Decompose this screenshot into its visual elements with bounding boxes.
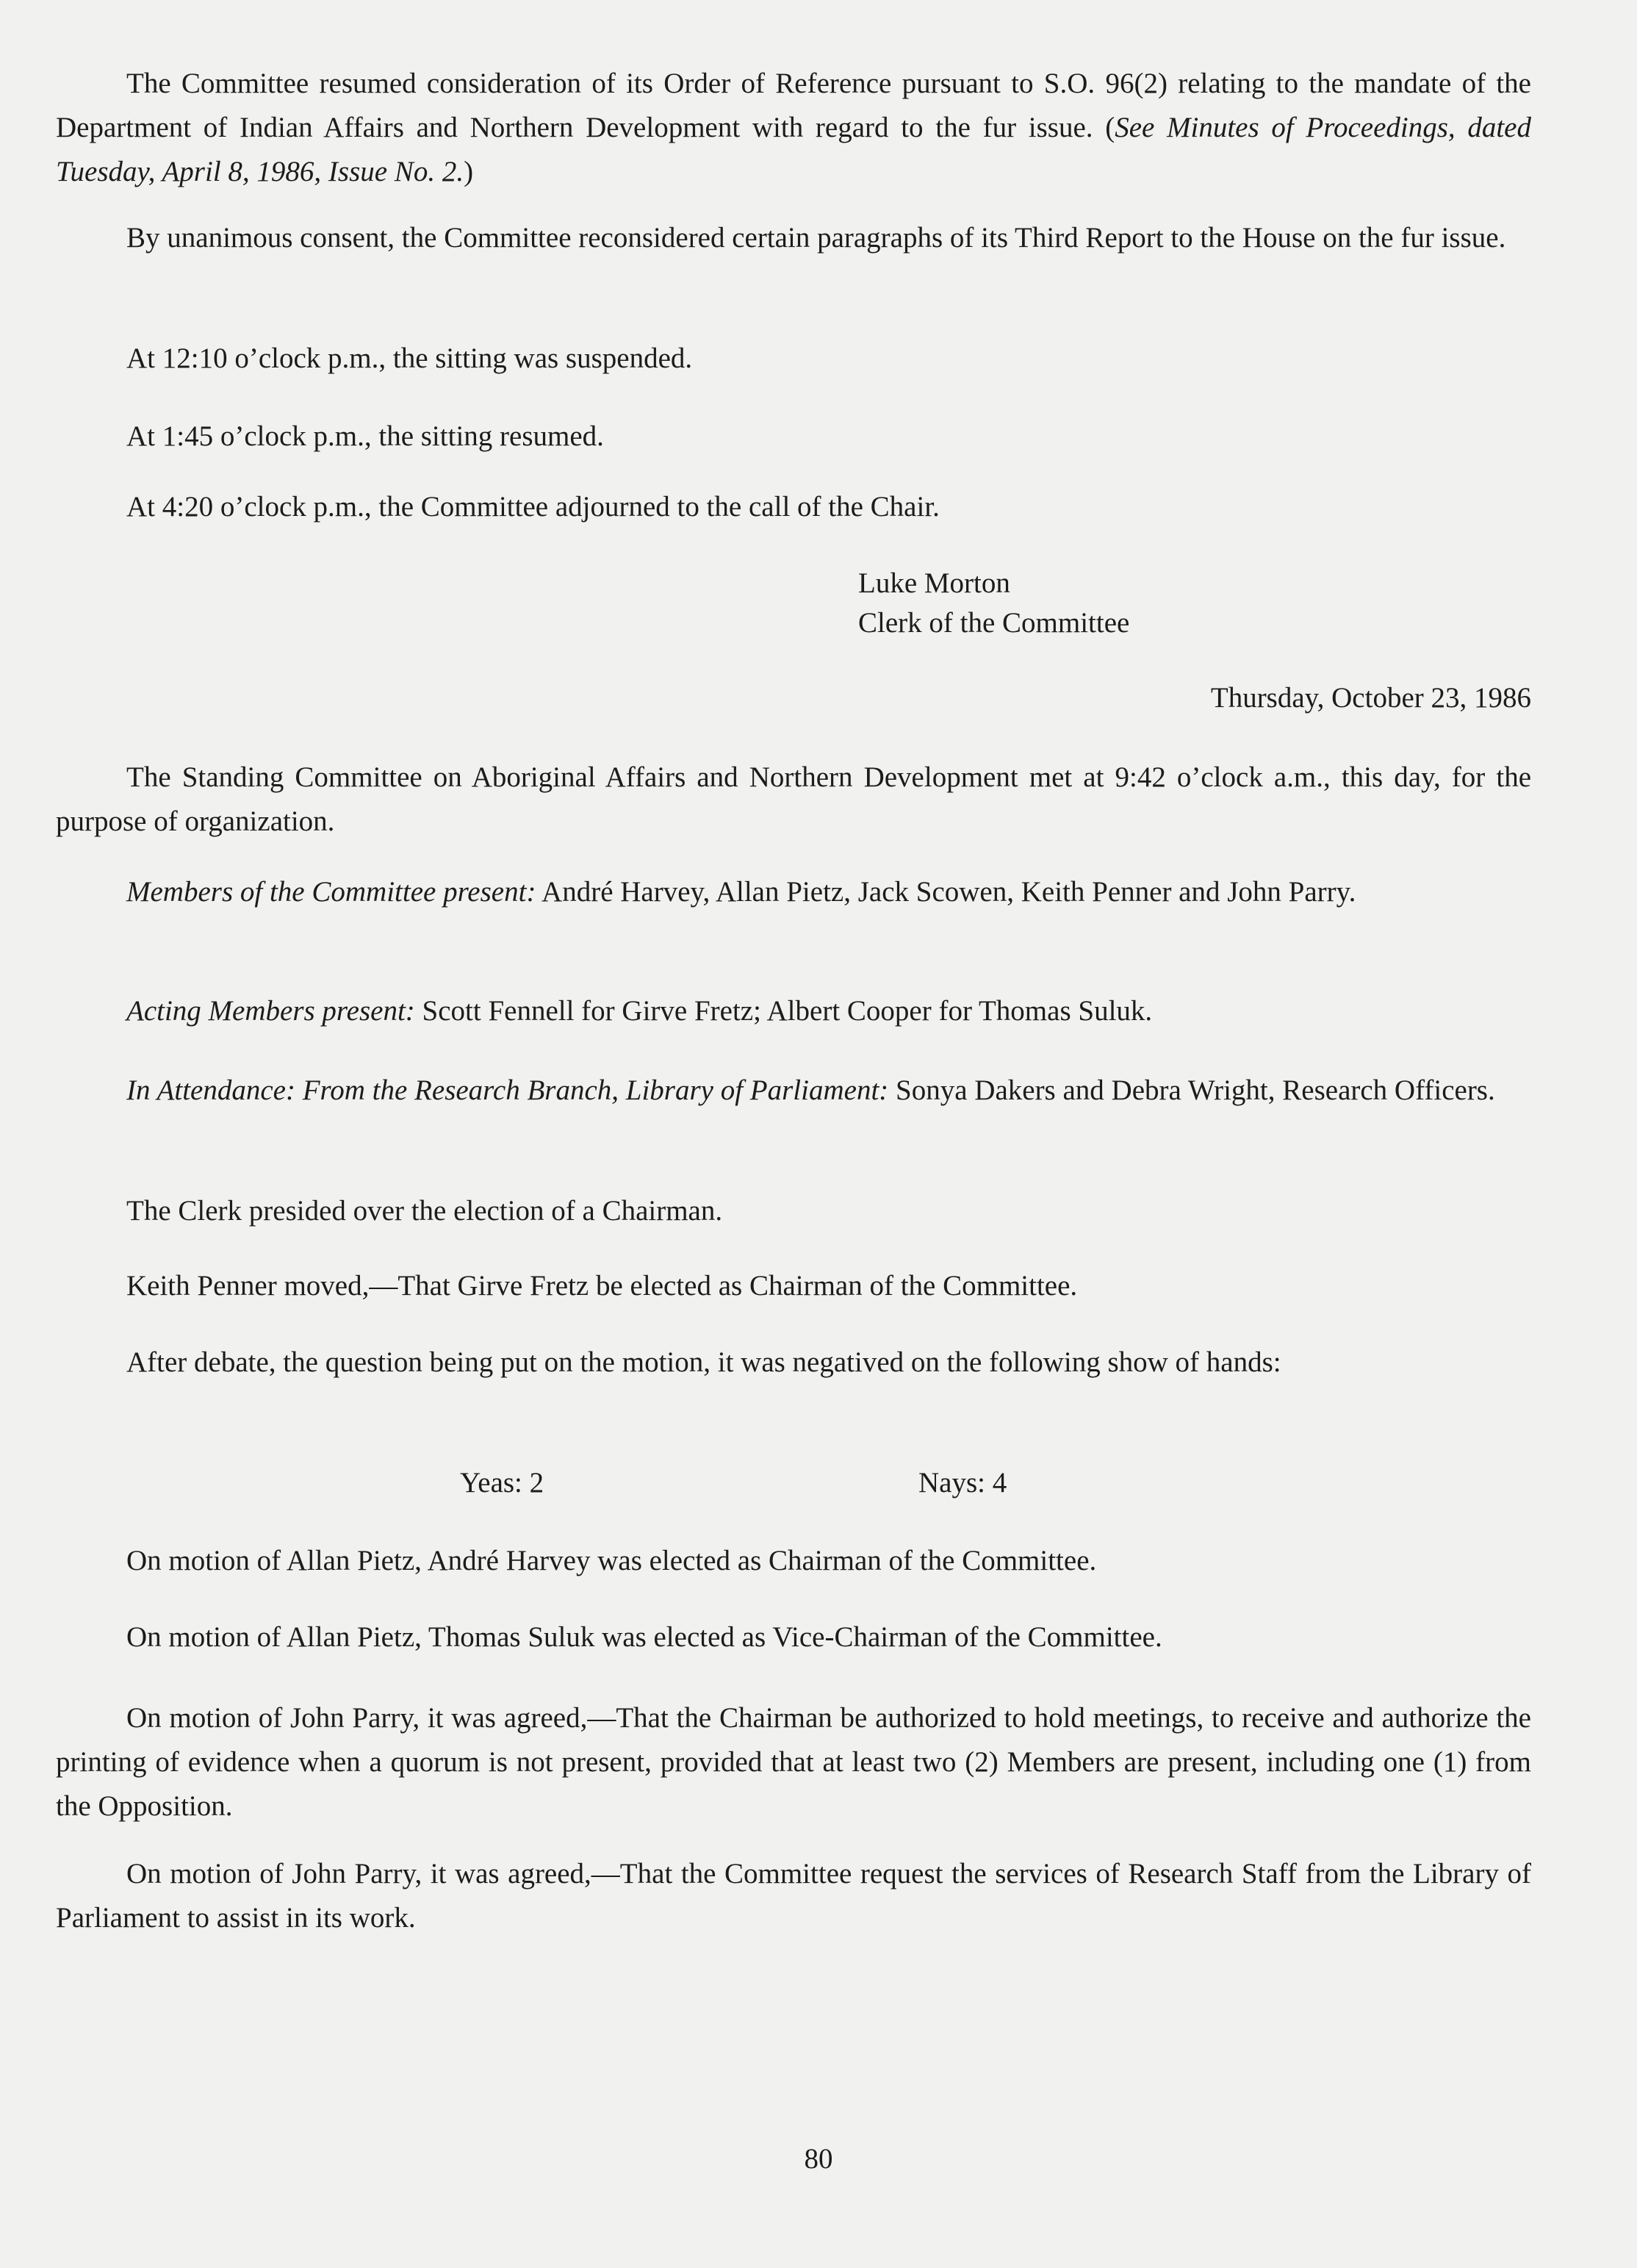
minutes-reference: See Minutes of Proceedings, dated Tuesday, April 8, 1986, Issue No. 2. xyxy=(56,112,1531,187)
paragraph-quorum-motion: On motion of John Parry, it was agreed,—That the Chairman be authorized to hold meetings, to receive and authorize the printing of evidence when a quorum is not present, provided that at least two (2) Members are present, including one (1) from the Opposition. xyxy=(56,1702,1531,1822)
paragraph-in-attendance xyxy=(56,1069,1531,1113)
paragraph-adjourned: At 4:20 o’clock p.m., the Committee adjourned to the call of the Chair. xyxy=(126,491,940,523)
paragraph-vice-chairman-elected: On motion of Allan Pietz, Thomas Suluk was elected as Vice-Chairman of the Committee. xyxy=(126,1621,1162,1653)
members-list: André Harvey, Allan Pietz, Jack Scowen, Keith Penner and John Parry. xyxy=(536,876,1356,908)
paragraph-research-staff-motion: On motion of John Parry, it was agreed,—That the Committee request the services of Research Staff from the Library of Parliament to assist in its work. xyxy=(56,1858,1531,1934)
paragraph-text: The Committee resumed consideration of its Order of Reference pursuant to S.O. 96(2) relating to the mandate of the Department of Indian Affairs and Northern Development with regard to the fur issue. ( xyxy=(56,68,1531,143)
members-label: Members of the Committee present: xyxy=(126,876,536,908)
paragraph-clerk-presided: The Clerk presided over the election of a Chairman. xyxy=(126,1195,723,1227)
paragraph-meeting-opening: The Standing Committee on Aboriginal Affairs and Northern Development met at 9:42 o’clock a.m., this day, for the purpose of organization. xyxy=(56,761,1531,837)
paragraph-resumed-consideration xyxy=(56,62,1531,194)
acting-members-list: Scott Fennell for Girve Fretz; Albert Cooper for Thomas Suluk. xyxy=(414,995,1153,1027)
attendance-label: In Attendance: From the Research Branch, Library of Parliament: xyxy=(126,1074,889,1106)
page-number: 80 xyxy=(804,2143,833,2175)
paragraph-unanimous-consent: By unanimous consent, the Committee reconsidered certain paragraphs of its Third Report to the House on the fur issue. xyxy=(126,222,1506,254)
meeting-date: Thursday, October 23, 1986 xyxy=(1210,682,1531,714)
paragraph-sitting-suspended: At 12:10 o’clock p.m., the sitting was suspended. xyxy=(126,342,693,374)
acting-members-label: Acting Members present: xyxy=(126,995,415,1027)
paragraph-penner-motion: Keith Penner moved,—That Girve Fretz be elected as Chairman of the Committee. xyxy=(126,1270,1078,1302)
attendance-list: Sonya Dakers and Debra Wright, Research Officers. xyxy=(888,1074,1495,1106)
paragraph-chairman-elected: On motion of Allan Pietz, André Harvey was elected as Chairman of the Committee. xyxy=(126,1545,1097,1576)
paragraph-sitting-resumed: At 1:45 o’clock p.m., the sitting resumed. xyxy=(126,420,604,452)
vote-nays: Nays: 4 xyxy=(918,1467,1007,1499)
paragraph-members-present xyxy=(56,870,1531,914)
signature-title: Clerk of the Committee xyxy=(858,607,1130,639)
signature-name: Luke Morton xyxy=(858,567,1010,599)
paragraph-close: ) xyxy=(464,156,474,187)
paragraph-acting-members xyxy=(56,989,1531,1033)
paragraph-after-debate: After debate, the question being put on the motion, it was negatived on the following show of hands: xyxy=(126,1346,1281,1378)
vote-yeas: Yeas: 2 xyxy=(460,1467,544,1499)
